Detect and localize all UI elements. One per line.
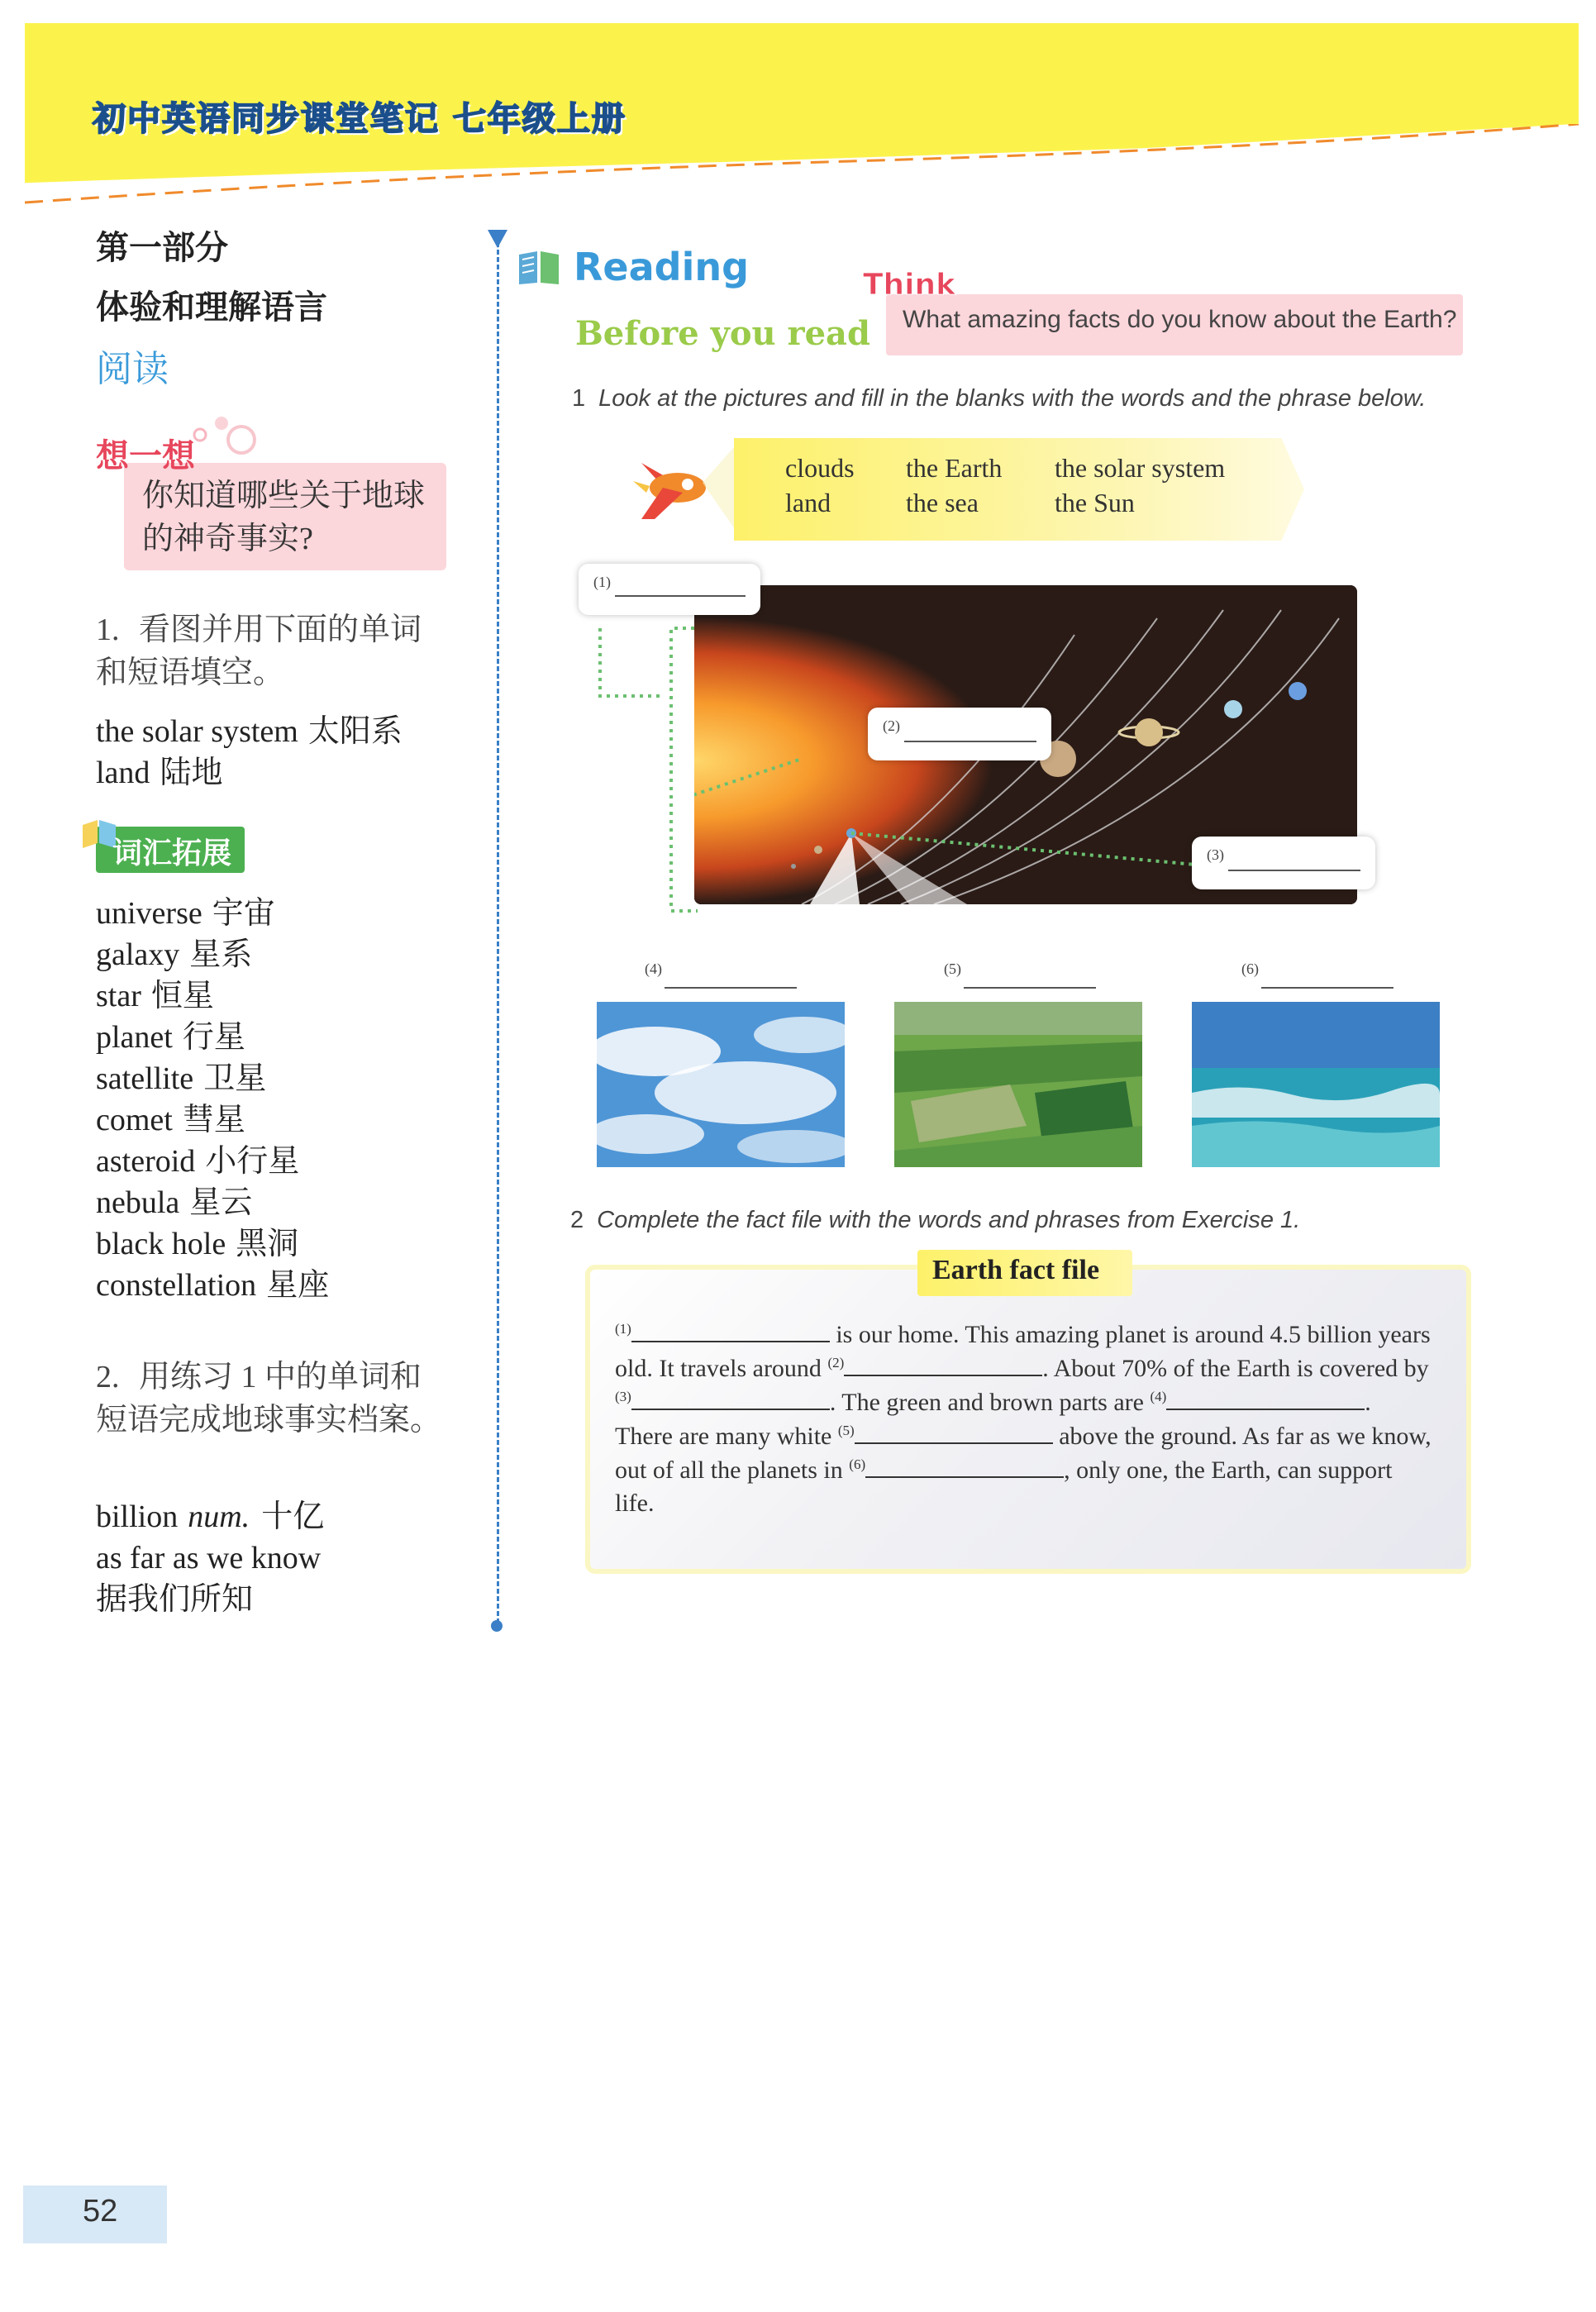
fact-blank-2[interactable] xyxy=(844,1351,1042,1376)
vocab-item xyxy=(96,1265,329,1306)
fact-text-part: . The green and brown parts are xyxy=(829,1389,1151,1416)
open-book-icon xyxy=(517,248,560,286)
vocab-en: comet xyxy=(96,1103,173,1137)
vocab-item xyxy=(96,1017,245,1058)
think-text: 你知道哪些关于地球的神奇事实? xyxy=(142,479,426,556)
vocab-en: satellite xyxy=(96,1061,194,1096)
blank-line[interactable] xyxy=(964,987,1096,989)
vocab-cn: 彗星 xyxy=(182,1103,245,1137)
part-subtitle: 体验和理解语言 xyxy=(96,288,327,327)
exercise-text: Look at the pictures and fill in the blanks with the words and the phrase below. xyxy=(598,385,1427,412)
vocab-en: universe xyxy=(96,896,202,931)
exercise-1-instruction xyxy=(572,385,1426,412)
divider-dot xyxy=(491,1620,503,1632)
exercise-text: Complete the fact file with the words and phrases from Exercise 1. xyxy=(597,1207,1301,1233)
vocab-item xyxy=(96,1579,253,1620)
vocab-en: the solar system xyxy=(96,714,298,749)
vocab-item xyxy=(96,934,252,975)
blank-line xyxy=(904,741,1036,742)
fact-text-part: is our home. This amazing planet is around 4.5 billion years old. It travels around xyxy=(615,1321,1431,1382)
word-bank-item: the sea xyxy=(906,488,979,517)
header-title: 初中英语同步课堂笔记 七年级上册 xyxy=(93,100,626,138)
fact-blank-3[interactable] xyxy=(631,1385,830,1410)
task-text: 看图并用下面的单词和短语填空。 xyxy=(96,613,422,690)
vocab-en: constellation xyxy=(96,1268,257,1303)
fact-blank-4[interactable] xyxy=(1166,1385,1365,1410)
exercise-2-instruction xyxy=(570,1207,1300,1234)
vocab-en: black hole xyxy=(96,1227,226,1261)
vocab-item xyxy=(96,1537,331,1579)
vocab-cn: 据我们所知 xyxy=(96,1582,254,1617)
vocab-en: nebula xyxy=(96,1185,180,1220)
vocab-cn: 恒星 xyxy=(150,979,214,1013)
reading-title: Reading xyxy=(574,245,750,289)
before-you-read-heading: Before you read xyxy=(575,314,870,353)
vocab-item xyxy=(96,1496,324,1537)
blank-number: (2) xyxy=(883,717,900,734)
clouds-photo xyxy=(597,1002,845,1167)
fact-file-text xyxy=(615,1318,1433,1520)
blank-callout-1[interactable] xyxy=(579,564,760,615)
word-bank-item: clouds xyxy=(785,453,855,483)
blank-line xyxy=(1228,870,1360,871)
vocab-item xyxy=(96,1141,299,1182)
fact-blank-6[interactable] xyxy=(865,1453,1064,1478)
think-question: What amazing facts do you know about the Earth? xyxy=(903,306,1457,333)
sea-photo xyxy=(1192,1002,1440,1167)
vocab-item xyxy=(96,1223,298,1265)
vocab-cn: 星系 xyxy=(189,937,253,972)
blank-number: (2) xyxy=(827,1355,845,1371)
blank-line[interactable] xyxy=(665,987,797,989)
vocab-cn: 卫星 xyxy=(203,1061,267,1096)
part-title: 第一部分 xyxy=(96,229,228,267)
vocab-cn: 星云 xyxy=(189,1185,253,1220)
vocab-item xyxy=(96,1058,266,1099)
vocab-en: land xyxy=(96,756,150,790)
task-number: 2. xyxy=(96,1360,120,1394)
vocab-item xyxy=(96,752,222,794)
vocab-cn: 行星 xyxy=(182,1020,245,1055)
think-label: 想一想 xyxy=(96,437,195,475)
vocab-item xyxy=(96,1182,252,1223)
blank-number: (1) xyxy=(615,1321,631,1337)
exercise-number: 1 xyxy=(572,385,586,412)
blank-number: (6) xyxy=(849,1456,866,1472)
fact-text-part: . There are many white xyxy=(615,1389,1371,1450)
blank-line[interactable] xyxy=(1261,987,1394,989)
vocab-cn: 星座 xyxy=(266,1268,330,1303)
vocab-item xyxy=(96,975,214,1017)
word-bank-item: the Sun xyxy=(1055,488,1135,517)
page-number: 52 xyxy=(83,2194,118,2229)
vocab-cn: 小行星 xyxy=(205,1144,300,1179)
word-bank-item: the Earth xyxy=(906,453,1003,483)
blank-callout-3[interactable] xyxy=(1192,837,1375,889)
vocab-badge-label: 词汇拓展 xyxy=(112,837,232,870)
blank-number: (6) xyxy=(1241,961,1259,977)
vocab-item xyxy=(96,1099,245,1141)
task-1 xyxy=(96,608,451,694)
blank-number: (4) xyxy=(1150,1389,1167,1404)
word-bank-item: land xyxy=(785,488,831,517)
blank-line xyxy=(615,595,746,597)
vocab-cn: 宇宙 xyxy=(212,896,275,931)
vocab-en: billion xyxy=(96,1499,179,1534)
vocab-en: star xyxy=(96,979,141,1013)
vocab-en: as far as we know xyxy=(96,1541,322,1575)
blank-number: (4) xyxy=(645,961,662,977)
blank-number: (3) xyxy=(1207,846,1224,863)
vocab-en: galaxy xyxy=(96,937,180,972)
callout-connector xyxy=(595,620,711,918)
blank-number: (1) xyxy=(593,574,611,590)
vocab-en: planet xyxy=(96,1020,173,1055)
fact-file-title: Earth fact file xyxy=(932,1255,1100,1285)
vocab-pos: num. xyxy=(188,1499,250,1534)
blank-number: (5) xyxy=(944,961,961,977)
task-2 xyxy=(96,1356,451,1442)
fact-blank-5[interactable] xyxy=(855,1419,1053,1444)
think-label: Think xyxy=(863,268,956,302)
airplane-icon xyxy=(617,433,741,541)
bubbles-icon xyxy=(190,410,256,460)
section-title: 阅读 xyxy=(96,348,169,390)
vocab-item xyxy=(96,711,403,752)
task-number: 1. xyxy=(96,613,120,647)
vocab-cn: 黑洞 xyxy=(236,1227,299,1261)
blank-callout-2[interactable] xyxy=(868,708,1051,760)
column-divider xyxy=(497,235,499,1623)
vocab-cn: 十亿 xyxy=(261,1499,325,1534)
vocab-cn: 陆地 xyxy=(160,756,223,790)
fact-text-part: . About 70% of the Earth is covered by xyxy=(1042,1355,1429,1382)
exercise-number: 2 xyxy=(570,1207,584,1233)
vocab-item xyxy=(96,893,275,934)
blank-number: (5) xyxy=(837,1423,855,1438)
fact-text-part: , only one, the Earth, can support life. xyxy=(615,1456,1393,1517)
blank-number: (3) xyxy=(615,1389,631,1404)
word-bank-item: the solar system xyxy=(1055,453,1226,483)
fact-text-part: above the ground. As far as we know, out of all the planets in xyxy=(615,1423,1432,1484)
land-photo xyxy=(894,1002,1142,1167)
task-text: 用练习 1 中的单词和短语完成地球事实档案。 xyxy=(96,1360,442,1437)
vocab-cn: 太阳系 xyxy=(307,714,403,749)
vocab-en: asteroid xyxy=(96,1144,196,1179)
fact-blank-1[interactable] xyxy=(631,1318,830,1342)
